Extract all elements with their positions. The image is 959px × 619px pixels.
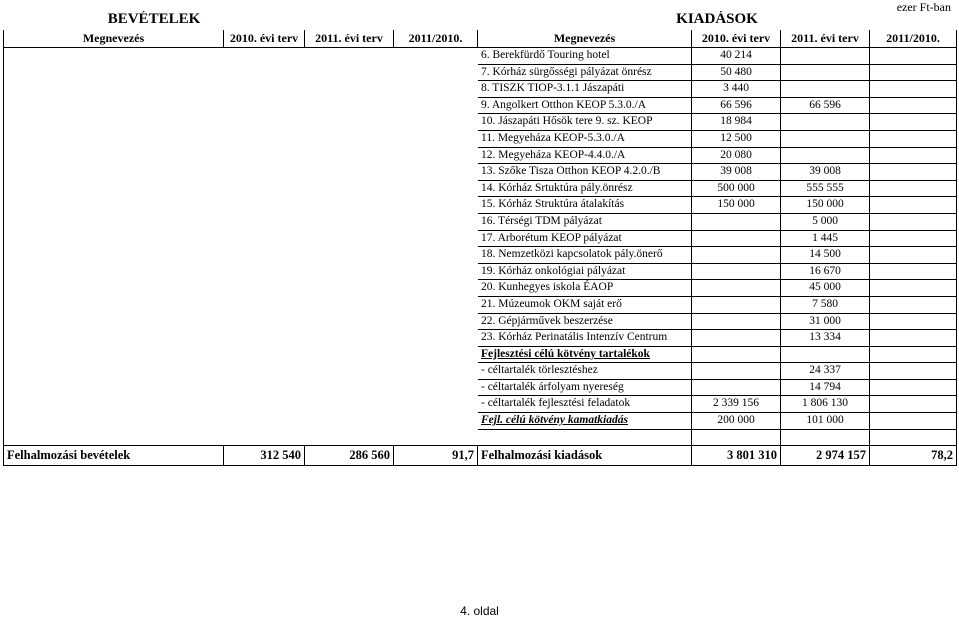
table-row [4,313,957,330]
ratio-cell [870,296,957,313]
table-row [4,164,957,181]
table-row [4,413,957,430]
ratio-cell [870,363,957,380]
ratio-cell [870,313,957,330]
plan-2011-cell [781,130,870,147]
expense-item-name: 17. Arborétum KEOP pályázat [478,230,692,247]
income-title: BEVÉTELEK [107,11,201,28]
expense-item-name: 9. Angolkert Otthon KEOP 5.3.0./A [478,97,692,114]
plan-2010-cell: 500 000 [692,180,781,197]
plan-2011-cell: 150 000 [781,197,870,214]
ratio-cell [870,64,957,81]
table-row [4,379,957,396]
plan-2011-cell: 13 334 [781,330,870,347]
expense-total-2010: 3 801 310 [692,446,781,466]
col-header: Megnevezés [4,30,224,48]
plan-2010-cell: 20 080 [692,147,781,164]
expense-item-name: 7. Kórház sürgősségi pályázat önrész [478,64,692,81]
plan-2010-cell [692,313,781,330]
plan-2010-cell: 2 339 156 [692,396,781,413]
col-header: 2011. évi terv [305,30,394,48]
col-header: 2010. évi terv [224,30,305,48]
plan-2010-cell [692,213,781,230]
expense-item-name: 21. Múzeumok OKM saját erő [478,296,692,313]
table-row [4,114,957,131]
plan-2011-cell: 7 580 [781,296,870,313]
table-row [4,330,957,347]
unit-label: ezer Ft-ban [896,0,951,14]
col-header: 2011/2010. [870,30,957,48]
expense-item-name: 6. Berekfürdő Touring hotel [478,48,692,65]
plan-2010-cell: 3 440 [692,81,781,98]
table-row [4,197,957,214]
table-row [4,213,957,230]
ratio-cell [870,130,957,147]
plan-2011-cell: 101 000 [781,413,870,430]
ratio-cell [870,330,957,347]
expense-total-ratio: 78,2 [870,446,957,466]
income-total-ratio: 91,7 [394,446,478,466]
page-number: 4. oldal [460,604,499,618]
plan-2011-cell: 1 806 130 [781,396,870,413]
plan-2010-cell: 39 008 [692,164,781,181]
plan-2011-cell: 5 000 [781,213,870,230]
plan-2010-cell [692,280,781,297]
plan-2010-cell: 50 480 [692,64,781,81]
table-row [4,230,957,247]
ratio-cell [870,97,957,114]
expense-item-name: 12. Megyeháza KEOP-4.4.0./A [478,147,692,164]
table-row [4,263,957,280]
expense-item-name: 20. Kunhegyes iskola ÉAOP [478,280,692,297]
table-row [4,363,957,380]
totals-row [4,446,957,466]
plan-2010-cell: 66 596 [692,97,781,114]
col-header: Megnevezés [478,30,692,48]
column-header-row [4,30,957,48]
plan-2010-cell [692,230,781,247]
plan-2010-cell [692,330,781,347]
expense-item-name: 11. Megyeháza KEOP-5.3.0./A [478,130,692,147]
plan-2011-cell [781,81,870,98]
income-total-2011: 286 560 [305,446,394,466]
ratio-cell [870,396,957,413]
ratio-cell [870,247,957,264]
plan-2010-cell [692,379,781,396]
table-row [4,280,957,297]
table-row [4,64,957,81]
interest-item-name: Fejl. célú kötvény kamatkiadás [478,413,692,430]
expense-item-name: 13. Szőke Tisza Otthon KEOP 4.2.0./B [478,164,692,181]
table-row [4,147,957,164]
plan-2010-cell: 12 500 [692,130,781,147]
ratio-cell [870,197,957,214]
plan-2010-cell [692,247,781,264]
plan-2010-cell: 40 214 [692,48,781,65]
table-row [4,180,957,197]
ratio-cell [870,230,957,247]
plan-2011-cell: 45 000 [781,280,870,297]
bond-item-name: - céltartalék törlesztéshez [478,363,692,380]
expense-item-name: 19. Kórház onkológiai pályázat [478,263,692,280]
ratio-cell [870,413,957,430]
plan-2010-cell: 18 984 [692,114,781,131]
plan-2011-cell [781,147,870,164]
table-row [4,97,957,114]
plan-2010-cell: 200 000 [692,413,781,430]
ratio-cell [870,379,957,396]
bond-item-name: - céltartalék fejlesztési feladatok [478,396,692,413]
table-row [4,396,957,413]
table-row [4,81,957,98]
section-title-row [4,11,957,30]
budget-table [3,10,957,466]
plan-2011-cell [781,64,870,81]
plan-2010-cell [692,363,781,380]
ratio-cell [870,81,957,98]
plan-2011-cell: 14 500 [781,247,870,264]
plan-2011-cell [781,48,870,65]
plan-2011-cell: 66 596 [781,97,870,114]
bond-section-title: Fejlesztési célú kötvény tartalékok [478,346,692,363]
col-header: 2011. évi terv [781,30,870,48]
expense-total-2011: 2 974 157 [781,446,870,466]
expense-title: KIADÁSOK [676,11,758,28]
ratio-cell [870,164,957,181]
plan-2011-cell: 24 337 [781,363,870,380]
income-total-label: Felhalmozási bevételek [4,446,224,466]
bond-item-name: - céltartalék árfolyam nyereség [478,379,692,396]
plan-2010-cell [692,296,781,313]
expense-item-name: 23. Kórház Perinatális Intenzív Centrum [478,330,692,347]
ratio-cell [870,213,957,230]
expense-item-name: 15. Kórház Struktúra átalakítás [478,197,692,214]
expense-item-name: 14. Kórház Srtuktúra pály.önrész [478,180,692,197]
plan-2011-cell: 1 445 [781,230,870,247]
table-row [4,346,957,363]
ratio-cell [870,180,957,197]
ratio-cell [870,114,957,131]
table-row [4,247,957,264]
plan-2010-cell [692,263,781,280]
ratio-cell [870,147,957,164]
expense-item-name: 18. Nemzetközi kapcsolatok pály.önerő [478,247,692,264]
plan-2011-cell: 39 008 [781,164,870,181]
expense-item-name: 8. TISZK TIOP-3.1.1 Jászapáti [478,81,692,98]
ratio-cell [870,280,957,297]
income-total-2010: 312 540 [224,446,305,466]
spacer-row [4,429,957,446]
plan-2010-cell: 150 000 [692,197,781,214]
expense-item-name: 22. Gépjárművek beszerzése [478,313,692,330]
expense-total-label: Felhalmozási kiadások [478,446,692,466]
table-row [4,48,957,65]
table-row [4,296,957,313]
expense-item-name: 16. Térségi TDM pályázat [478,213,692,230]
ratio-cell [870,263,957,280]
plan-2011-cell [781,114,870,131]
ratio-cell [870,48,957,65]
col-header: 2010. évi terv [692,30,781,48]
plan-2011-cell: 555 555 [781,180,870,197]
plan-2011-cell: 16 670 [781,263,870,280]
expense-item-name: 10. Jászapáti Hősök tere 9. sz. KEOP [478,114,692,131]
col-header: 2011/2010. [394,30,478,48]
table-row [4,130,957,147]
plan-2011-cell: 14 794 [781,379,870,396]
plan-2011-cell: 31 000 [781,313,870,330]
